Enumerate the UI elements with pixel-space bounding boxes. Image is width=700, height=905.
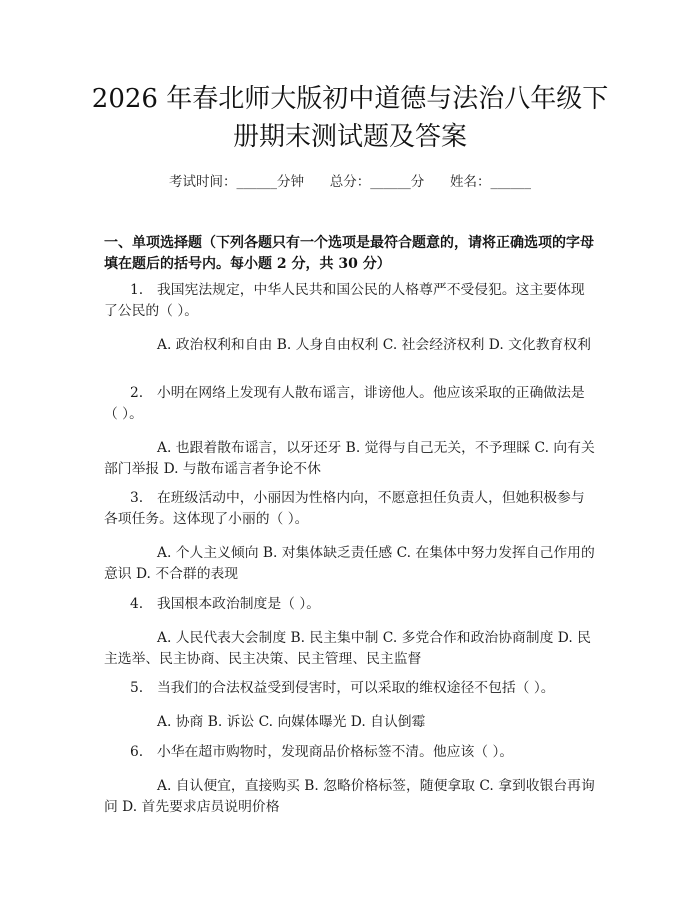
question-text: 6. 小华在超市购物时，发现商品价格标签不清。他应该（ ）。	[130, 744, 514, 760]
section-heading: 一、单项选择题（下列各题只有一个选项是最符合题意的，请将正确选项的字母填在题后的括号内。每小题 2 分，共 30 分）	[104, 235, 594, 272]
question-text: 2. 小明在网络上发现有人散布谣言，诽谤他人。他应该采取的正确做法是（ ）。	[104, 385, 585, 422]
question-options: A. 协商 B. 诉讼 C. 向媒体曝光 D. 自认倒霉	[157, 714, 426, 730]
question-3	[104, 488, 596, 585]
question-1	[104, 280, 596, 356]
question-6	[104, 742, 596, 818]
question-options: A. 也跟着散布谣言，以牙还牙 B. 觉得与自己无关，不予理睬 C. 向有关部门举报 D. 与散布谣言者争论不休	[104, 440, 595, 477]
question-options: A. 人民代表大会制度 B. 民主集中制 C. 多党合作和政治协商制度 D. 民主选举、民主协商、民主决策、民主管理、民主监督	[104, 630, 591, 667]
total-score-field: 总分：______分	[329, 174, 425, 190]
exam-meta-line	[0, 170, 700, 190]
question-4	[104, 594, 596, 670]
question-options: A. 自认便宜，直接购买 B. 忽略价格标签，随便拿取 C. 拿到收银台再询问 D. 首先要求店员说明价格	[104, 778, 595, 815]
question-text: 1. 我国宪法规定，中华人民共和国公民的人格尊严不受侵犯。这主要体现了公民的（ ）。	[104, 282, 585, 319]
question-5	[104, 678, 596, 733]
question-text: 3. 在班级活动中，小丽因为性格内向，不愿意担任负责人，但她积极参与各项任务。这体现了小丽的（ ）。	[104, 490, 585, 527]
question-options: A. 个人主义倾向 B. 对集体缺乏责任感 C. 在集体中努力发挥自己作用的意识 D. 不合群的表现	[104, 545, 595, 582]
question-text: 4. 我国根本政治制度是（ ）。	[130, 596, 321, 612]
exam-time-field: 考试时间：______分钟	[169, 174, 304, 190]
question-2	[104, 383, 596, 480]
name-field: 姓名：______	[450, 174, 531, 190]
page-title: 2026 年春北师大版初中道德与法治八年级下册期末测试题及答案	[91, 84, 609, 152]
question-options: A. 政治权利和自由 B. 人身自由权利 C. 社会经济权利 D. 文化教育权利	[157, 337, 591, 353]
question-text: 5. 当我们的合法权益受到侵害时，可以采取的维权途径不包括（ ）。	[130, 680, 555, 696]
